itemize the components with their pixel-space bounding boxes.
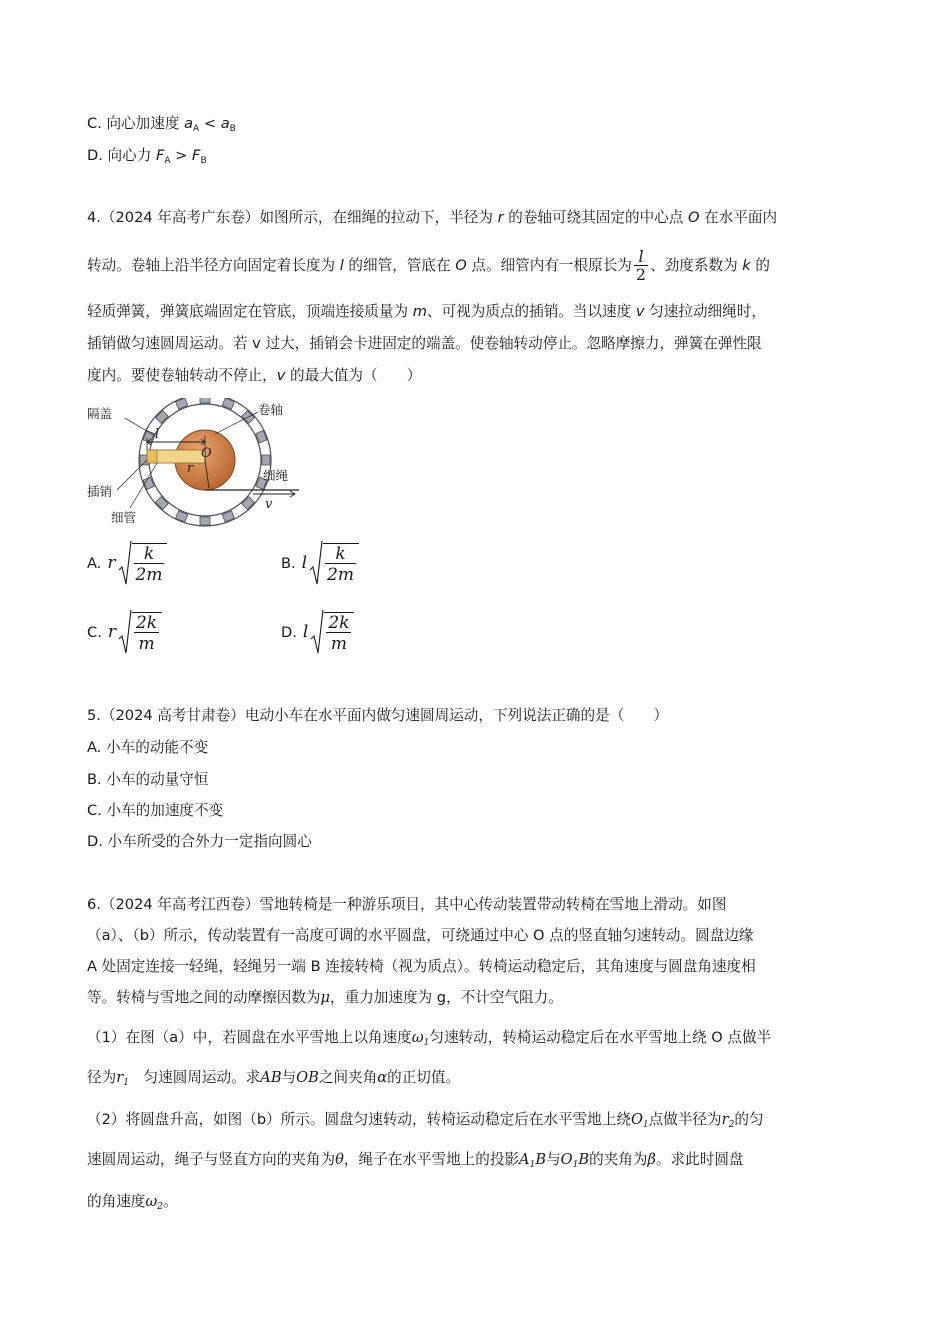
q3-option-c: C. 向心加速度 $a_A < a_B$: [87, 115, 236, 134]
q4-option-d: [281, 609, 354, 655]
option-label: C.: [87, 623, 102, 641]
cover-tooth: [200, 517, 210, 525]
label-v: v: [265, 497, 273, 512]
radical-expression: [303, 609, 355, 655]
sqrt-icon: [310, 609, 324, 655]
option-label: D.: [281, 623, 297, 641]
q4-stem-line3: 轻质弹簧，弹簧底端固定在管底，顶端连接质量为 m、可视为质点的插销。当以速度 v 匀速拉动细绳时，: [87, 303, 766, 320]
q5-option-a: A. 小车的动能不变: [87, 739, 209, 756]
q6-part2-line2: 速圆周运动，绳子与竖直方向的夹角为θ，绳子在水平雪地上的投影$A_1B$与$O_1B$的夹角为β。求此时圆盘: [87, 1151, 744, 1170]
label-r: r: [187, 461, 194, 476]
radicand: [324, 612, 354, 653]
sqrt-icon: [118, 609, 132, 655]
q4-option-a: [87, 540, 167, 586]
q5-option-d: D. 小车所受的合外力一定指向圆心: [87, 833, 312, 850]
cover-tooth: [200, 398, 210, 403]
radical-expression: [108, 609, 162, 655]
pin: [147, 450, 157, 463]
q4-stem-line5: 度内。要使卷轴转动不停止，v 的最大值为（ ）: [87, 367, 422, 384]
q4-stem-line4: 插销做匀速圆周运动。若 v 过大，插销会卡进固定的端盖。使卷轴转动停止。忽略摩擦力，弹簧在弹性限: [87, 335, 762, 352]
label-pin: 插销: [87, 484, 113, 499]
q5-stem: 5.（2024 高考甘肃卷）电动小车在水平面内做匀速圆周运动，下列说法正确的是（ ）: [87, 707, 669, 724]
option-label: B.: [281, 554, 296, 572]
q5-option-b: B. 小车的动量守恒: [87, 771, 209, 788]
label-tube: 细管: [111, 510, 137, 525]
q5-option-c: C. 小车的加速度不变: [87, 802, 224, 819]
label-O: O: [201, 446, 212, 461]
radical-prefix: r: [107, 622, 116, 642]
q6-part1-line2: 径为$r_1$ 匀速圆周运动。求AB与OB之间夹角α的正切值。: [87, 1069, 461, 1088]
label-l: l: [155, 427, 160, 442]
radicand: [323, 543, 359, 584]
radicand-fraction: $\frac{k}{2m}$: [135, 543, 163, 585]
radicand: [132, 543, 168, 584]
q6-stem-line4: 等。转椅与雪地之间的动摩擦因数为μ，重力加速度为 g，不计空气阻力。: [87, 989, 563, 1006]
cover-tooth: [156, 411, 169, 424]
option-label: A.: [87, 554, 102, 572]
label-reel: 卷轴: [258, 402, 284, 417]
radical-expression: [302, 540, 359, 586]
radical-prefix: l: [301, 553, 308, 573]
radical-prefix: l: [302, 622, 309, 642]
q4-option-c: [87, 609, 162, 655]
q4-stem-line2: 转动。卷轴上沿半径方向固定着长度为 l 的细管，管底在 O 点。细管内有一根原长为 $\frac{l}{2}$ 、劲度系数为 k 的: [87, 247, 770, 284]
q6-part2-line1: （2）将圆盘升高，如图（b）所示。圆盘匀速转动，转椅运动稳定后在水平雪地上绕$O_1$点做半径为$r_2$的匀: [87, 1111, 764, 1130]
radicand-fraction: $\frac{k}{2m}$: [327, 543, 355, 585]
cover-tooth: [242, 497, 255, 510]
fraction-l-over-2: $\frac{l}{2}$: [635, 247, 647, 284]
label-rope: 细绳: [263, 468, 289, 483]
sqrt-icon: [118, 540, 132, 586]
q6-stem-line2: （a）、（b）所示，传动装置有一高度可调的水平圆盘，可绕通过中心 O 点的竖直轴匀速转动。圆盘边缘: [87, 927, 754, 944]
q4-stem-line1: 4.（2024 年高考广东卷）如图所示，在细绳的拉动下，半径为 r 的卷轴可绕其固定的中心点 O 在水平面内: [87, 209, 778, 226]
cover-tooth: [262, 455, 270, 465]
q4-option-b: [281, 540, 359, 586]
q6-part1-line1: （1）在图（a）中，若圆盘在水平雪地上以角速度$\omega_1$匀速转动，转椅运动稳定后在水平雪地上绕 O 点做半: [87, 1029, 772, 1048]
q6-stem-line1: 6.（2024 年高考江西卷）雪地转椅是一种游乐项目，其中心传动装置带动转椅在雪地上滑动。如图: [87, 896, 727, 913]
cover-tooth: [156, 497, 169, 510]
radicand-fraction: $\frac{2k}{m}$: [135, 612, 158, 654]
radicand-fraction: $\frac{2k}{m}$: [328, 612, 350, 654]
sqrt-icon: [309, 540, 323, 586]
radical-expression: [107, 540, 167, 586]
q4-reel-figure: [85, 398, 310, 528]
q6-part2-line3: 的角速度$\omega_2$。: [87, 1193, 178, 1212]
q6-stem-line3: A 处固定连接一轻绳，轻绳另一端 B 连接转椅（视为质点）。转椅运动稳定后，其角速度与圆盘角速度相: [87, 958, 756, 975]
radical-prefix: r: [107, 553, 116, 573]
q3-option-d: D. 向心力 $F_A > F_B$: [87, 147, 207, 166]
radicand: [132, 612, 162, 653]
label-cover: 隔盖: [87, 406, 113, 421]
